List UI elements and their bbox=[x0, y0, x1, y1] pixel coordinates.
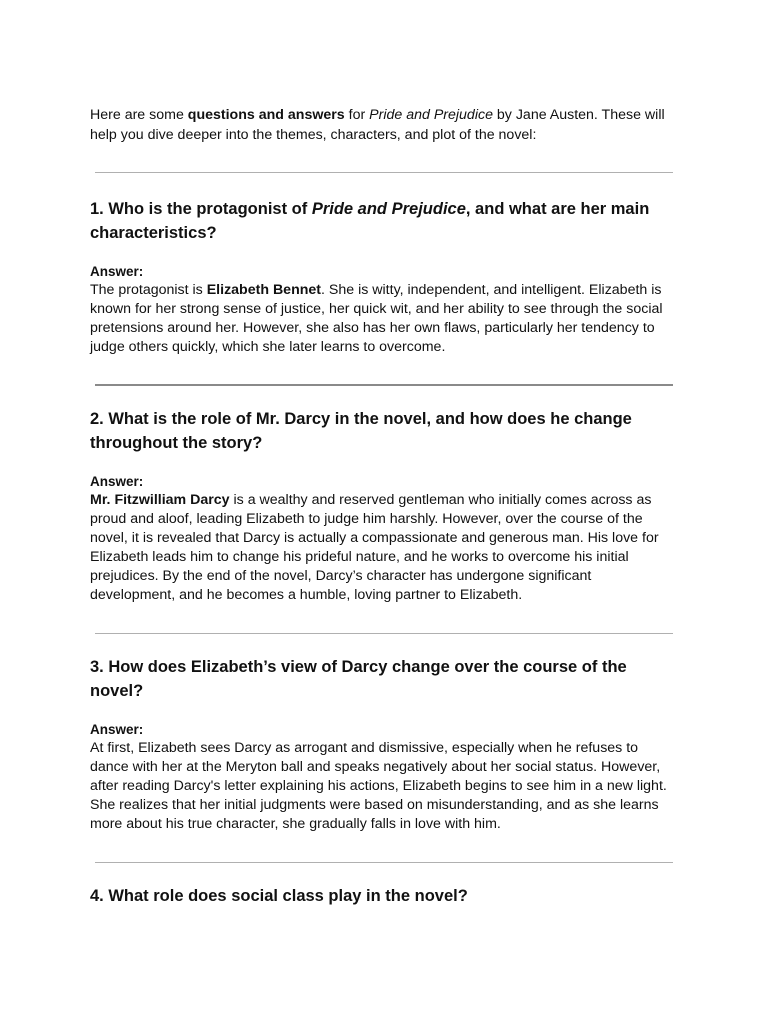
question-text: , and what are her main characteristics? bbox=[90, 200, 650, 242]
intro-bold-text: questions and answers bbox=[187, 107, 345, 123]
intro-paragraph bbox=[90, 106, 680, 145]
divider bbox=[95, 172, 673, 173]
answer-label: Answer: bbox=[90, 264, 144, 279]
question-text: 1. Who is the protagonist of bbox=[90, 200, 312, 218]
book-title: Pride and Prejudice bbox=[369, 107, 493, 123]
answer-text: The protagonist is bbox=[90, 282, 207, 298]
divider bbox=[95, 384, 673, 386]
answer-label: Answer: bbox=[90, 474, 144, 489]
question-3: 3. How does Elizabeth’s view of Darcy change over the course of the novel? bbox=[90, 658, 627, 700]
answer-text: is a wealthy and reserved gentleman who initially comes across as proud and aloof, leading Elizabeth to judge him harshly. However, over the course of the novel, it is revealed that Darcy is actually a compassionate and generous man. His love for Elizabeth leads him to change his prideful nature, and he works to overcome his initial prejudices. By the end of the novel, Darcy’s character has undergone significant development, and he becomes a humble, loving partner to Elizabeth. bbox=[90, 492, 659, 603]
question-4: 4. What role does social class play in the novel? bbox=[90, 887, 468, 905]
intro-text: for bbox=[344, 107, 370, 123]
answer-label: Answer: bbox=[90, 722, 144, 737]
intro-text: by Jane Austen. These will help you dive deeper into the themes, characters, and plot of the novel: bbox=[90, 107, 665, 143]
divider bbox=[95, 862, 673, 863]
divider bbox=[95, 633, 673, 634]
answer-text: . She is witty, independent, and intelligent. Elizabeth is known for her strong sense of justice, her quick wit, and her ability to see through the social pretensions around her. However, she also has her own flaws, particularly her tendency to judge others quickly, which she later learns to overcome. bbox=[90, 282, 663, 355]
intro-text: Here are some bbox=[90, 107, 188, 123]
qa-block-3 bbox=[90, 656, 680, 834]
character-name: Elizabeth Bennet bbox=[206, 282, 322, 298]
qa-block-2 bbox=[90, 408, 680, 605]
qa-block-4 bbox=[90, 885, 680, 909]
character-name: Mr. Fitzwilliam Darcy bbox=[90, 492, 230, 508]
qa-block-1 bbox=[90, 198, 680, 357]
document-body bbox=[90, 106, 680, 909]
answer-3: At first, Elizabeth sees Darcy as arrogant and dismissive, especially when he refuses to dance with her at the Meryton ball and speaks negatively about her social status. However, after reading Darcy's letter explaining his actions, Elizabeth begins to see him in a new light. She realizes that her initial judgments were based on misunderstanding, and as she learns more about his true character, she gradually falls in love with him. bbox=[90, 740, 667, 832]
question-2: 2. What is the role of Mr. Darcy in the novel, and how does he change throughout the story? bbox=[90, 410, 632, 452]
book-title: Pride and Prejudice bbox=[311, 200, 466, 218]
answer-1 bbox=[90, 281, 680, 357]
answer-2 bbox=[90, 491, 680, 605]
question-1 bbox=[90, 198, 680, 245]
